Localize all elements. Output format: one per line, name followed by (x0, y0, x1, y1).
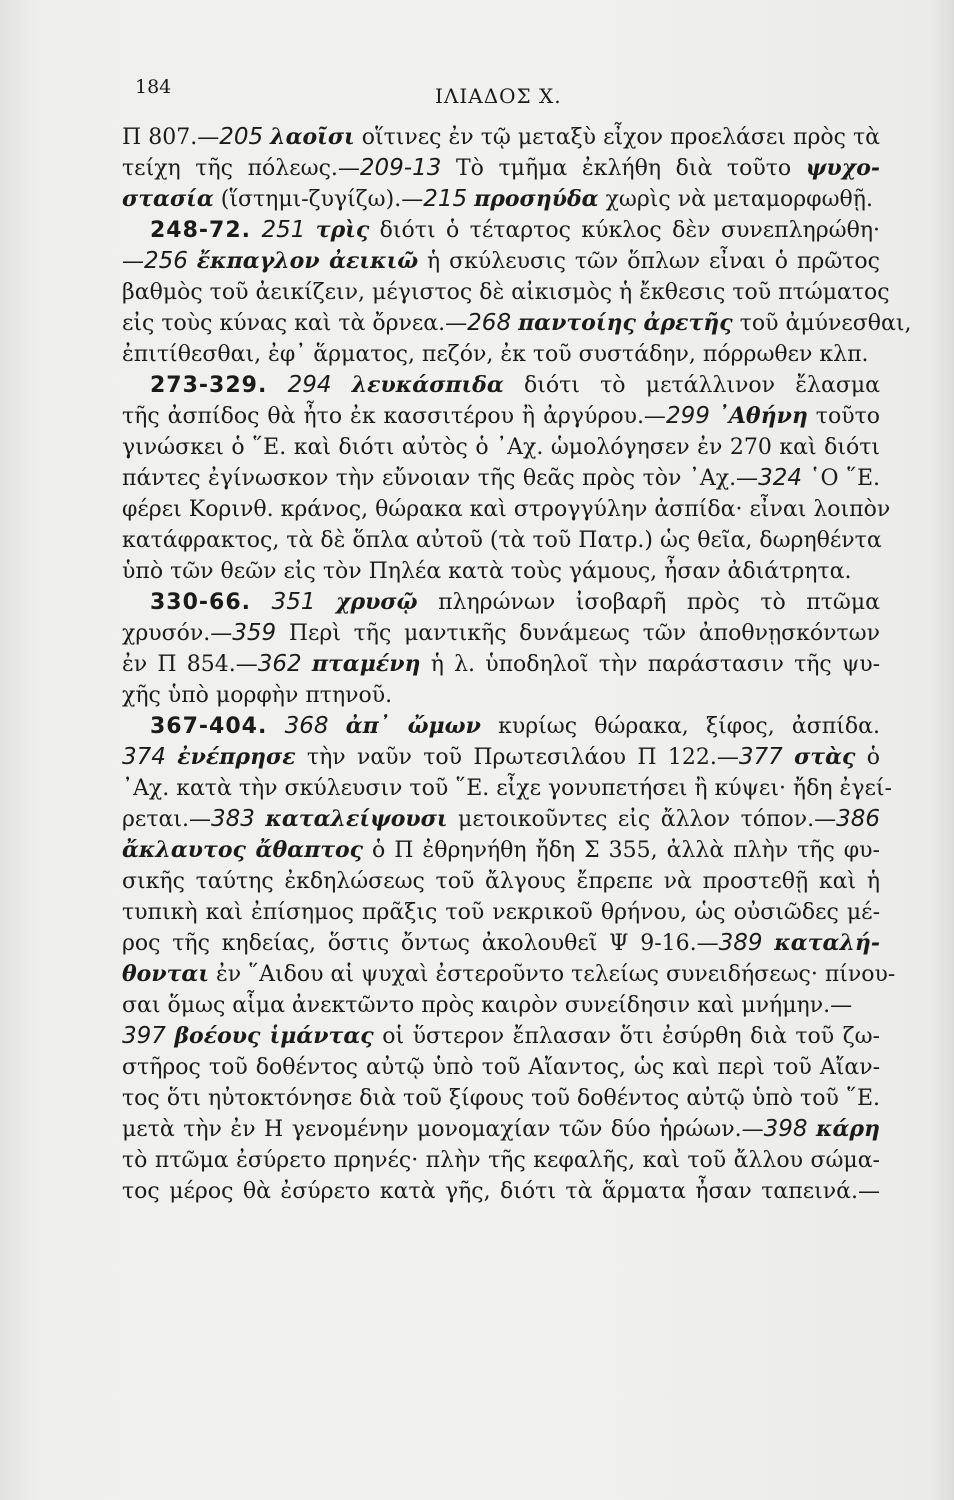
lemma: στασία (122, 186, 214, 212)
lemma: θονται (122, 961, 209, 987)
line-number-ref: 389 (718, 930, 763, 956)
text-run: ῾Ο ῞Ε. (801, 466, 881, 491)
text-line (122, 897, 880, 928)
text-run (302, 652, 312, 677)
text-run: ᾽Αχ. κατὰ τὴν σκύλευσιν τοῦ ῞Ε. εἶχε γονυπετήσει ἢ κύψει· ἤδη ἐγεί- (122, 776, 892, 801)
commentary-text (122, 122, 912, 1207)
text-line (122, 649, 880, 680)
text-line (122, 215, 880, 246)
lemma: κάρη (815, 1116, 881, 1142)
lemma: ᾽Αθήνη (717, 403, 808, 429)
line-number-ref: 359 (232, 620, 277, 646)
section-range: 248-72. (150, 218, 252, 243)
text-run (251, 590, 272, 615)
line-number-ref: 383 (210, 806, 255, 832)
line-number-ref: 205 (219, 124, 264, 150)
section-range: 367-404. (150, 714, 268, 739)
text-run: ἡ σκύλευσις τῶν ὅπλων εἶναι ὁ πρῶτος (418, 249, 880, 274)
text-run (251, 218, 261, 243)
text-line (122, 1052, 880, 1083)
text-run: ὑπὸ τῶν θεῶν εἰς τὸν Πηλέα κατὰ τοὺς γάμους, ἦσαν ἀδιάτρητα. (122, 559, 852, 584)
text-line (122, 556, 880, 587)
line-number-ref: 374 (122, 744, 166, 770)
text-run (166, 745, 177, 770)
text-line (122, 277, 890, 308)
text-run: ἡ λ. ὑποδηλοῖ τὴν παράστασιν τῆς ψυ- (420, 652, 881, 677)
lemma: καταλή- (774, 930, 880, 956)
lemma: πταμένη (311, 651, 421, 677)
lemma: παντοίης ἀρετῆς (518, 310, 733, 336)
text-line (122, 246, 880, 277)
lemma: ψυχο- (805, 155, 880, 181)
text-line (122, 835, 880, 866)
text-run: τοῦτο (807, 404, 881, 429)
text-run: τος μέρος θὰ ἐσύρετο κατὰ γῆς, διότι τὰ ἅρματα ἦσαν ταπεινά.— (122, 1179, 880, 1204)
text-line (122, 494, 891, 525)
text-run: διότι τὸ μετάλλινον ἔλασμα (503, 373, 881, 398)
line-number-ref: 386 (836, 806, 880, 832)
text-line (122, 1083, 880, 1114)
text-run: τῆς ἀσπίδος θὰ ἦτο ἐκ κασσιτέρου ἢ ἀργύρου.— (122, 404, 666, 429)
text-run: χῆς ὑπὸ μορφὴν πτηνοῦ. (122, 683, 393, 708)
line-number-ref: 362 (257, 651, 302, 677)
lemma: βοέους ἱμάντας (174, 1023, 374, 1049)
text-line (122, 587, 880, 618)
text-run: — (122, 249, 144, 274)
text-run: πληρώνων ἰσοβαρῆ πρὸς τὸ πτῶμα (417, 590, 880, 615)
text-run: σικῆς ταύτης ἐκδηλώσεως τοῦ ἄλγους ἔπρεπε νὰ προστεθῇ καὶ ἡ (122, 869, 880, 894)
page-header (135, 70, 880, 110)
text-run (783, 745, 794, 770)
text-run: εἰς τοὺς κύνας καὶ τὰ ὄρνεα.— (122, 311, 468, 336)
text-run (255, 807, 266, 832)
text-run: ἐν Π 854.— (122, 652, 258, 677)
text-line (122, 153, 880, 184)
text-run (807, 1117, 815, 1142)
line-number-ref: 397 (122, 1023, 166, 1049)
text-run (328, 714, 345, 739)
text-run: ρος τῆς κηδείας, ὅστις ὄντως ἀκολουθεῖ Ψ 9-16.— (122, 931, 719, 956)
text-line (122, 773, 892, 804)
text-run: χωρὶς νὰ μεταμορφωθῇ. (598, 187, 873, 212)
text-run: Τὸ τμῆμα ἐκλήθη διὰ τοῦτο (441, 156, 806, 181)
text-run: τος ὅτι ηὐτοκτόνησε διὰ τοῦ ξίφους τοῦ δοθέντος αὐτῷ ὑπὸ τοῦ ῞Ε. (122, 1086, 880, 1111)
text-line (122, 866, 880, 897)
line-number-ref: 251 (261, 217, 306, 243)
text-run: μετὰ τὴν ἐν Η γενομένην μονομαχίαν τῶν δύο ἡρώων.— (122, 1117, 764, 1142)
lemma: προσηύδα (474, 186, 599, 212)
line-number-ref: 398 (763, 1116, 808, 1142)
text-run: τείχη τῆς πόλεως.— (122, 156, 360, 181)
line-number-ref: 294 (287, 372, 332, 398)
text-line (122, 463, 880, 494)
line-number-ref: 377 (738, 744, 783, 770)
text-run: γινώσκει ὁ ῞Ε. καὶ διότι αὐτὸς ὁ ᾽Αχ. ὡμολόγησεν ἐν 270 καὶ διότι (122, 435, 880, 460)
text-run: ἐπιτίθεσθαι, ἐφ᾽ ἅρματος, πεζόν, ἐκ τοῦ συστάδην, πόρρωθεν κλπ. (122, 342, 869, 367)
text-line (122, 680, 880, 711)
lemma: καταλείψουσι (265, 806, 448, 832)
section-range: 273-329. (150, 373, 268, 398)
text-run: στῆρος τοῦ δοθέντος αὐτῷ ὑπὸ τοῦ Αἴαντος, ὡς καὶ περὶ τοῦ Αἴαν- (122, 1055, 880, 1080)
text-run: ὁ (855, 745, 881, 770)
line-number-ref: 215 (423, 186, 468, 212)
line-number-ref: 209-13 (359, 155, 442, 181)
text-run: χρυσόν.— (122, 621, 233, 646)
text-run (315, 590, 336, 615)
text-line (122, 928, 880, 959)
text-run (267, 714, 284, 739)
text-run: τὴν ναῦν τοῦ Πρωτεσιλάου Π 122.— (295, 745, 739, 770)
text-line (122, 742, 880, 773)
text-run: πάντες ἐγίνωσκον τὴν εὔνοιαν τῆς θεᾶς πρὸς τὸν ᾽Αχ.— (122, 466, 759, 491)
text-run: μετοικοῦντες εἰς ἄλλον τόπον.— (447, 807, 837, 832)
text-run (763, 931, 775, 956)
text-run (305, 218, 315, 243)
text-line (122, 122, 880, 153)
text-line (122, 370, 880, 401)
text-line (122, 184, 880, 215)
text-run (331, 373, 351, 398)
lemma: ἄκλαυτος ἄθαπτος (122, 837, 364, 863)
text-run: ὁ Π ἐθρηνήθη ἤδη Σ 355, ἀλλὰ πλὴν τῆς φυ- (363, 838, 880, 863)
text-line (122, 401, 880, 432)
text-run: Περὶ τῆς μαντικῆς δυνάμεως τῶν ἀποθνῃσκόντων (276, 621, 880, 646)
text-run: τυπικὴ καὶ ἐπίσημος πρᾶξις τοῦ νεκρικοῦ θρήνου, ὡς οὐσιῶδες μέ- (122, 900, 880, 925)
lemma: λαοῖσι (270, 124, 355, 150)
lemma: στὰς (794, 744, 856, 770)
text-run: βαθμὸς τοῦ ἀεικίζειν, μέγιστος δὲ αἰκισμὸς ἡ ἔκθεσις τοῦ πτώματος (122, 280, 890, 305)
text-run (710, 404, 718, 429)
section-range: 330-66. (150, 590, 252, 615)
text-line (122, 1145, 880, 1176)
text-line (122, 959, 896, 990)
text-line (122, 1021, 880, 1052)
lemma: τρὶς (315, 217, 370, 243)
lemma: ἀπ᾽ ὤμων (345, 713, 481, 739)
text-run: τὸ πτῶμα ἐσύρετο πρηνές· πλὴν τῆς κεφαλῆς, καὶ τοῦ ἄλλου σώμα- (122, 1148, 880, 1173)
text-line (122, 804, 880, 835)
text-run: σαι ὅμως αἷμα ἀνεκτῶντο πρὸς καιρὸν συνείδησιν καὶ μνήμην.— (122, 993, 853, 1018)
running-title: ΙΛΙΑΔΟΣ Χ. (435, 84, 562, 108)
text-run: φέρει Κορινθ. κράνος, θώρακα καὶ στρογγύλην ἀσπίδα· εἶναι λοιπὸν (122, 497, 891, 522)
text-line (122, 308, 912, 339)
text-run: διότι ὁ τέταρτος κύκλος δὲν συνεπληρώθη· (369, 218, 881, 243)
line-number-ref: 256 (144, 248, 188, 274)
text-line (122, 1176, 880, 1207)
text-run: ρεται.— (122, 807, 211, 832)
text-line (122, 618, 880, 649)
lemma: χρυσῷ (336, 589, 418, 615)
text-run: Π 807.— (122, 125, 220, 150)
text-run: οἵτινες ἐν τῷ μεταξὺ εἶχον προελάσει πρὸς τὰ (354, 125, 880, 150)
text-run: τοῦ ἀμύνεσθαι, (732, 311, 912, 336)
text-line (122, 1114, 880, 1145)
text-line (122, 432, 880, 463)
text-run: (ἵστημι-ζυγίζω).— (213, 187, 424, 212)
lemma: λευκάσπιδα (351, 372, 504, 398)
text-run (188, 249, 197, 274)
text-line (122, 525, 880, 556)
text-run: κυρίως θώρακα, ξίφος, ἀσπίδα. (480, 714, 880, 739)
text-line (122, 339, 880, 370)
text-run: οἱ ὕστερον ἔπλασαν ὅτι ἐσύρθη διὰ τοῦ ζω- (373, 1024, 880, 1049)
line-number-ref: 268 (467, 310, 512, 336)
lemma: ἔκπαγλον ἀεικιῶ (196, 248, 419, 274)
line-number-ref: 368 (284, 713, 329, 739)
lemma: ἐνέπρησε (177, 744, 296, 770)
line-number-ref: 351 (271, 589, 316, 615)
text-line (122, 711, 880, 742)
text-run: κατάφρακτος, τὰ δὲ ὅπλα αὐτοῦ (τὰ τοῦ Πατρ.) ὡς θεῖα, δωρηθέντα (122, 528, 882, 553)
text-run (267, 373, 287, 398)
page-number: 184 (135, 76, 172, 98)
text-run: ἐν ῞Αιδου αἱ ψυχαὶ ἐστεροῦντο τελείως συνειδήσεως· πίνου- (209, 962, 896, 987)
line-number-ref: 299 (665, 403, 710, 429)
line-number-ref: 324 (758, 465, 802, 491)
text-line (122, 990, 880, 1021)
